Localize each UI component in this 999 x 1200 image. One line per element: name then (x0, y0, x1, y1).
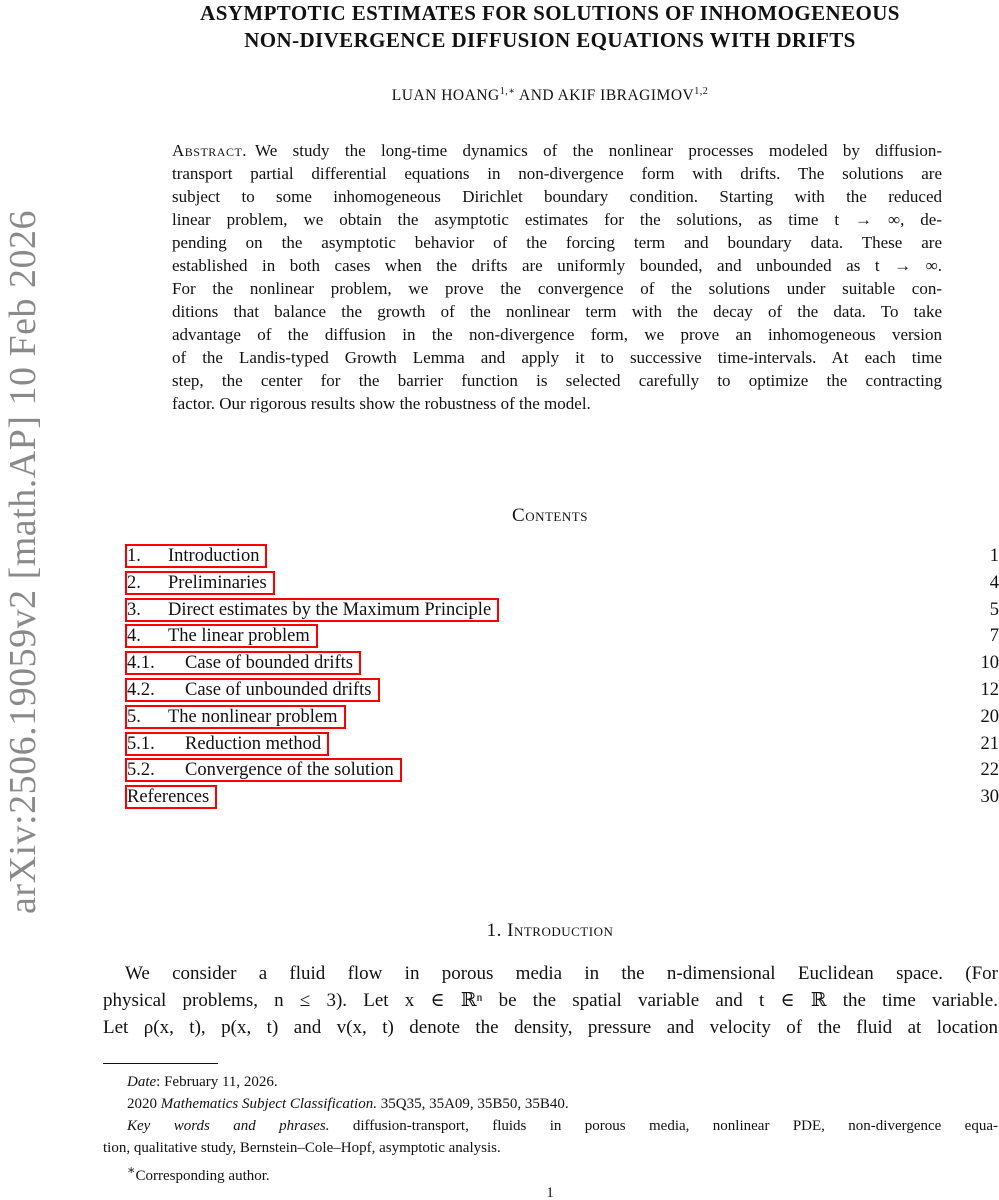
footnote-keywords-cont: tion, qualitative study, Bernstein–Cole–Hopf, asymptotic analysis. (103, 1140, 501, 1156)
toc-page-number: 12 (980, 679, 999, 700)
toc-entry (125, 757, 999, 784)
abstract-line (172, 300, 942, 323)
contents-heading: Contents (512, 505, 588, 526)
toc-number: 4.1. (127, 653, 155, 674)
abstract-text: step, the center for the barrier function is selected carefully to optimize the contracting (172, 371, 942, 390)
abstract-text: factor. Our rigorous results show the robustness of the model. (172, 394, 591, 413)
abstract-text: established in both cases when the drifts are uniformly bounded, and unbounded as t → ∞. (172, 256, 942, 275)
abstract-line (172, 162, 942, 185)
toc-entry (125, 543, 999, 570)
abstract-text: linear problem, we obtain the asymptotic estimates for the solutions, as time t → ∞, de- (172, 210, 942, 229)
toc-entry (125, 623, 999, 650)
toc-label: Convergence of the solution (185, 760, 394, 781)
toc-link[interactable] (125, 598, 499, 622)
abstract-line (172, 392, 942, 415)
abstract-line (172, 277, 942, 300)
abstract (172, 139, 942, 415)
keywords-label: Key words and phrases. (127, 1118, 330, 1134)
msc-label: Mathematics Subject Classification. (160, 1096, 377, 1112)
toc-entry (125, 597, 999, 624)
toc-link[interactable] (125, 705, 346, 729)
footnote-msc (103, 1093, 998, 1115)
abstract-text: advantage of the diffusion in the non-divergence form, we prove an inhomogeneous version (172, 325, 942, 344)
toc-entry (125, 784, 999, 811)
abstract-text: of the Landis-typed Growth Lemma and apply it to successive time-intervals. At each time (172, 348, 942, 367)
toc-link[interactable] (125, 678, 380, 702)
toc-label: The linear problem (168, 626, 310, 647)
abstract-line (172, 139, 942, 162)
title-line: NON-DIVERGENCE DIFFUSION EQUATIONS WITH DRIFTS (244, 28, 856, 52)
page-number: 1 (546, 1185, 554, 1200)
toc-page-number: 20 (980, 706, 999, 727)
keywords-line: diffusion-transport, fluids in porous media, nonlinear PDE, non-divergence equa- (329, 1118, 998, 1134)
body-line: We consider a fluid flow in porous media in the n-dimensional Euclidean space. (For (125, 963, 998, 984)
body-line: Let ρ(x, t), p(x, t) and v(x, t) denote the density, pressure and velocity of the fluid at location (103, 1017, 998, 1038)
title-line: ASYMPTOTIC ESTIMATES FOR SOLUTIONS OF INHOMOGENEOUS (200, 1, 900, 25)
footnote-date (103, 1071, 998, 1093)
toc-entry (125, 570, 999, 597)
toc-label: Case of unbounded drifts (185, 679, 372, 700)
toc-number: 5. (127, 706, 141, 727)
section-heading: 1. Introduction (486, 920, 614, 941)
toc-number: 3. (127, 599, 141, 620)
toc-page-number: 5 (989, 599, 999, 620)
abstract-text: ditions that balance the growth of the nonlinear term with the decay of the data. To take (172, 302, 942, 321)
toc-page-number: 10 (980, 653, 999, 674)
toc-label: Reduction method (185, 733, 322, 754)
toc-label: The nonlinear problem (168, 706, 338, 727)
toc-page-number: 30 (980, 787, 999, 808)
footnotes (103, 1071, 998, 1187)
toc-label: Case of bounded drifts (185, 653, 354, 674)
toc-page-number: 4 (989, 572, 999, 593)
abstract-line (172, 231, 942, 254)
toc-number: 4.2. (127, 679, 155, 700)
toc-entry (125, 650, 999, 677)
abstract-line (172, 208, 942, 231)
toc-page-number: 21 (980, 733, 999, 754)
toc-number: 5.2. (127, 760, 155, 781)
toc-link[interactable] (125, 571, 275, 595)
date-label: Date (127, 1074, 157, 1090)
abstract-line (172, 369, 942, 392)
abstract-text: pending on the asymptotic behavior of the forcing term and boundary data. These are (172, 233, 942, 252)
toc-entry (125, 704, 999, 731)
toc-link[interactable] (125, 785, 217, 809)
abstract-text: We study the long-time dynamics of the nonlinear processes modeled by diffusion- (255, 141, 942, 160)
toc-link[interactable] (125, 758, 402, 782)
abstract-line (172, 346, 942, 369)
author-affiliation: 1,∗ (499, 86, 516, 97)
abstract-line (172, 323, 942, 346)
author-name: LUAN HOANG (391, 87, 500, 105)
author-separator: AND (515, 87, 558, 105)
body-line: physical problems, n ≤ 3). Let x ∈ ℝⁿ be the spatial variable and t ∈ ℝ the time variable. (103, 990, 998, 1011)
toc-page-number: 1 (989, 546, 999, 566)
abstract-line (172, 185, 942, 208)
table-of-contents (125, 543, 999, 811)
toc-number: 4. (127, 626, 141, 647)
toc-number: 5.1. (127, 733, 155, 754)
corresponding-mark: ∗ (127, 1163, 136, 1177)
footnote-keywords (103, 1115, 998, 1137)
toc-link[interactable] (125, 651, 361, 675)
toc-label: References (127, 787, 210, 808)
msc-year: 2020 (127, 1096, 161, 1112)
author-affiliation: 1,2 (694, 86, 709, 97)
msc-value: 35Q35, 35A09, 35B50, 35B40. (376, 1096, 569, 1112)
abstract-text: subject to some inhomogeneous Dirichlet boundary condition. Starting with the reduced (172, 187, 942, 206)
toc-label: Introduction (168, 546, 260, 566)
toc-entry (125, 677, 999, 704)
toc-number: 2. (127, 572, 141, 593)
corresponding-text: Corresponding author. (135, 1168, 270, 1184)
abstract-text: For the nonlinear problem, we prove the convergence of the solutions under suitable con- (172, 279, 942, 298)
toc-number: 1. (127, 546, 141, 566)
paper-title (110, 0, 990, 54)
toc-label: Preliminaries (168, 572, 267, 593)
toc-link[interactable] (125, 732, 329, 756)
abstract-text: transport partial differential equations in non-divergence form with drifts. The solutions are (172, 164, 942, 183)
author-name: AKIF IBRAGIMOV (557, 87, 695, 105)
body-text (103, 960, 998, 1041)
toc-link[interactable] (125, 624, 318, 648)
toc-page-number: 22 (980, 760, 999, 781)
toc-page-number: 7 (989, 626, 999, 647)
arxiv-stamp: arXiv:2506.19059v2 [math.AP] 10 Feb 2026 (2, 210, 44, 914)
abstract-label: Abstract. (172, 141, 248, 160)
toc-label: Direct estimates by the Maximum Principle (168, 599, 492, 620)
authors (110, 86, 990, 105)
date-value: : February 11, 2026. (156, 1074, 278, 1090)
footnote-rule (103, 1063, 218, 1064)
abstract-line (172, 254, 942, 277)
footnote-corresponding (103, 1159, 998, 1187)
toc-entry (125, 731, 999, 758)
toc-link[interactable] (125, 544, 267, 568)
